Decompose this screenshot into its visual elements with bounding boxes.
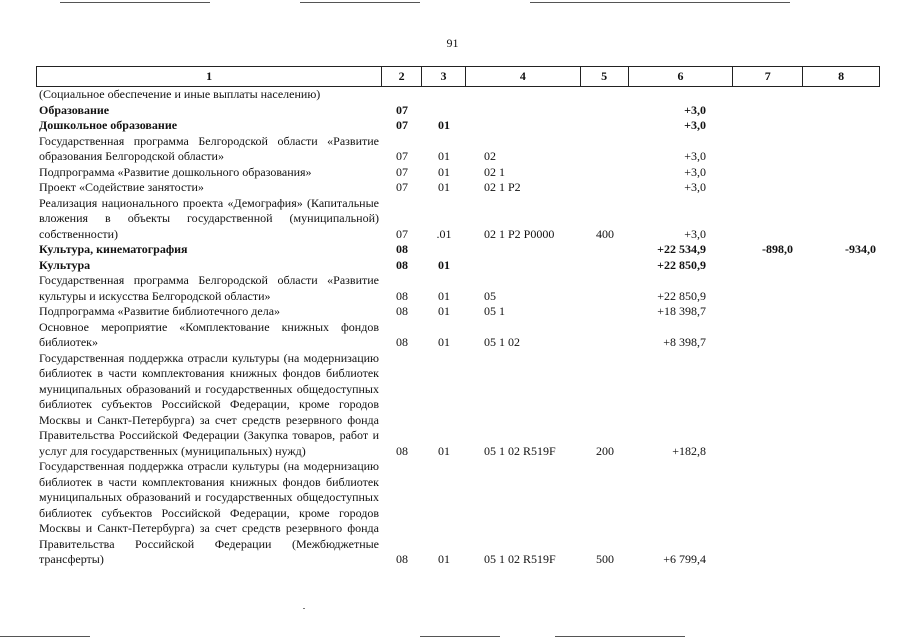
row-c5: 400	[596, 226, 614, 241]
row-c6: +18 398,7	[657, 304, 706, 318]
row-description: Культура	[39, 257, 91, 272]
row-c4: 05	[484, 288, 496, 303]
table-row	[36, 258, 880, 274]
row-c2: 07	[396, 180, 408, 194]
row-c7: -898,0	[762, 242, 793, 256]
row-c6: +3,0	[684, 226, 706, 241]
top-scan-rule-left	[60, 2, 210, 3]
row-c6: +22 534,9	[657, 242, 706, 256]
row-description: Государственная поддержка отрасли культуры (на модернизацию библиотек в части комплектования книжных фондов библиотек муниципальных образований и государственных общедоступных библиотек субъектов Российской Федерации, кроме городов Москвы и Санкт-Петербурга) за счет средств резервного фонда Правительства Российской Федерации (Межбюджетные трансферты)	[39, 459, 379, 566]
row-c6: +182,8	[672, 443, 706, 458]
header-col-7: 7	[733, 67, 803, 86]
row-c8: -934,0	[845, 242, 876, 256]
table-row	[36, 87, 880, 103]
row-description: Культура, кинематография	[39, 242, 188, 256]
row-c4: 02 1	[484, 164, 505, 179]
table-row	[36, 196, 880, 243]
row-c3: 01	[438, 164, 450, 179]
row-c6: +6 799,4	[663, 552, 706, 566]
row-c4: 02 1 P2 P0000	[484, 226, 555, 241]
row-c3: 01	[438, 335, 450, 349]
row-c6: +22 850,9	[657, 257, 706, 272]
header-col-8: 8	[838, 69, 845, 83]
header-col-3: 3	[422, 67, 466, 86]
row-c6: +3,0	[684, 118, 706, 132]
row-c3: 01	[438, 180, 450, 194]
row-description: (Социальное обеспечение и иные выплаты населению)	[39, 87, 321, 101]
row-c3: 01	[438, 443, 450, 458]
row-c2: 07	[396, 118, 408, 132]
row-c2: 08	[396, 304, 408, 318]
row-description: Проект «Содействие занятости»	[39, 180, 204, 194]
page-number: 91	[446, 36, 459, 50]
row-c2: 08	[396, 242, 408, 256]
row-description: Основное мероприятие «Комплектование книжных фондов библиотек»	[39, 319, 379, 349]
table-row	[36, 273, 880, 304]
table-row	[36, 351, 880, 460]
header-col-6: 6	[629, 67, 734, 86]
table-row	[36, 165, 880, 181]
row-description: Подпрограмма «Развитие библиотечного дела»	[39, 304, 281, 318]
header-col-5: 5	[581, 67, 629, 86]
row-c6: +22 850,9	[657, 288, 706, 303]
table-row	[36, 320, 880, 351]
row-c3: 01	[438, 149, 450, 163]
table-header	[36, 66, 880, 87]
row-c2: 08	[396, 443, 408, 458]
top-scan-rule-right	[530, 2, 790, 3]
scan-speck	[303, 608, 305, 609]
row-description: Подпрограмма «Развитие дошкольного образования»	[39, 164, 312, 179]
row-c5: 500	[596, 552, 614, 566]
table-row	[36, 118, 880, 134]
row-c4: 02	[484, 149, 496, 163]
row-c3: 01	[438, 118, 450, 132]
header-col-2: 2	[382, 67, 422, 86]
row-c3: 01	[438, 257, 450, 272]
row-description: Реализация национального проекта «Демография» (Капитальные вложения в объекты государственной (муниципальной) собственности)	[39, 195, 379, 241]
table-row	[36, 103, 880, 119]
row-c2: 08	[396, 335, 408, 349]
header-col-1: 1	[37, 67, 382, 86]
bottom-scan-rule-left	[0, 636, 90, 637]
row-c4: 05 1 02 R519F	[484, 443, 556, 458]
row-description: Государственная поддержка отрасли культуры (на модернизацию библиотек в части комплектования книжных фондов библиотек муниципальных образований и государственных общедоступных библиотек субъектов Российской Федерации, кроме городов Москвы и Санкт-Петербурга) за счет средств резервного фонда Правительства Российской Федерации (Закупка товаров, работ и услуг для государственных (муниципальных) нужд)	[39, 350, 379, 458]
row-c3: .01	[436, 226, 452, 241]
budget-table-body	[36, 87, 880, 568]
table-row	[36, 180, 880, 196]
table-row	[36, 459, 880, 568]
row-c2: 08	[396, 257, 408, 272]
row-c4: 05 1 02	[484, 335, 520, 349]
row-description: Дошкольное образование	[39, 118, 178, 132]
table-row	[36, 304, 880, 320]
table-row	[36, 242, 880, 258]
row-c2: 07	[396, 102, 408, 117]
row-description: Государственная программа Белгородской области «Развитие культуры и искусства Белгородской области»	[39, 273, 379, 303]
row-c2: 07	[396, 164, 408, 179]
row-c2: 07	[396, 226, 408, 241]
row-c3: 01	[438, 304, 450, 318]
row-c2: 08	[396, 288, 408, 303]
row-c6: +3,0	[684, 180, 706, 194]
row-c2: 08	[396, 552, 408, 566]
row-c6: +3,0	[684, 102, 706, 117]
row-c5: 200	[596, 443, 614, 458]
row-c3: 01	[438, 288, 450, 303]
table-row	[36, 134, 880, 165]
row-description: Образование	[39, 102, 110, 117]
row-c4: 05 1 02 R519F	[484, 552, 556, 566]
bottom-scan-rule-mid	[420, 636, 500, 637]
row-description: Государственная программа Белгородской области «Развитие образования Белгородской области»	[39, 133, 379, 163]
row-c6: +3,0	[684, 149, 706, 163]
row-c6: +8 398,7	[663, 335, 706, 349]
header-col-4: 4	[466, 67, 581, 86]
row-c4: 05 1	[484, 304, 505, 318]
bottom-scan-rule-right	[555, 636, 685, 637]
row-c2: 07	[396, 149, 408, 163]
row-c4: 02 1 P2	[484, 180, 521, 194]
top-scan-rule-mid	[300, 2, 420, 3]
row-c3: 01	[438, 552, 450, 566]
row-c6: +3,0	[684, 164, 706, 179]
